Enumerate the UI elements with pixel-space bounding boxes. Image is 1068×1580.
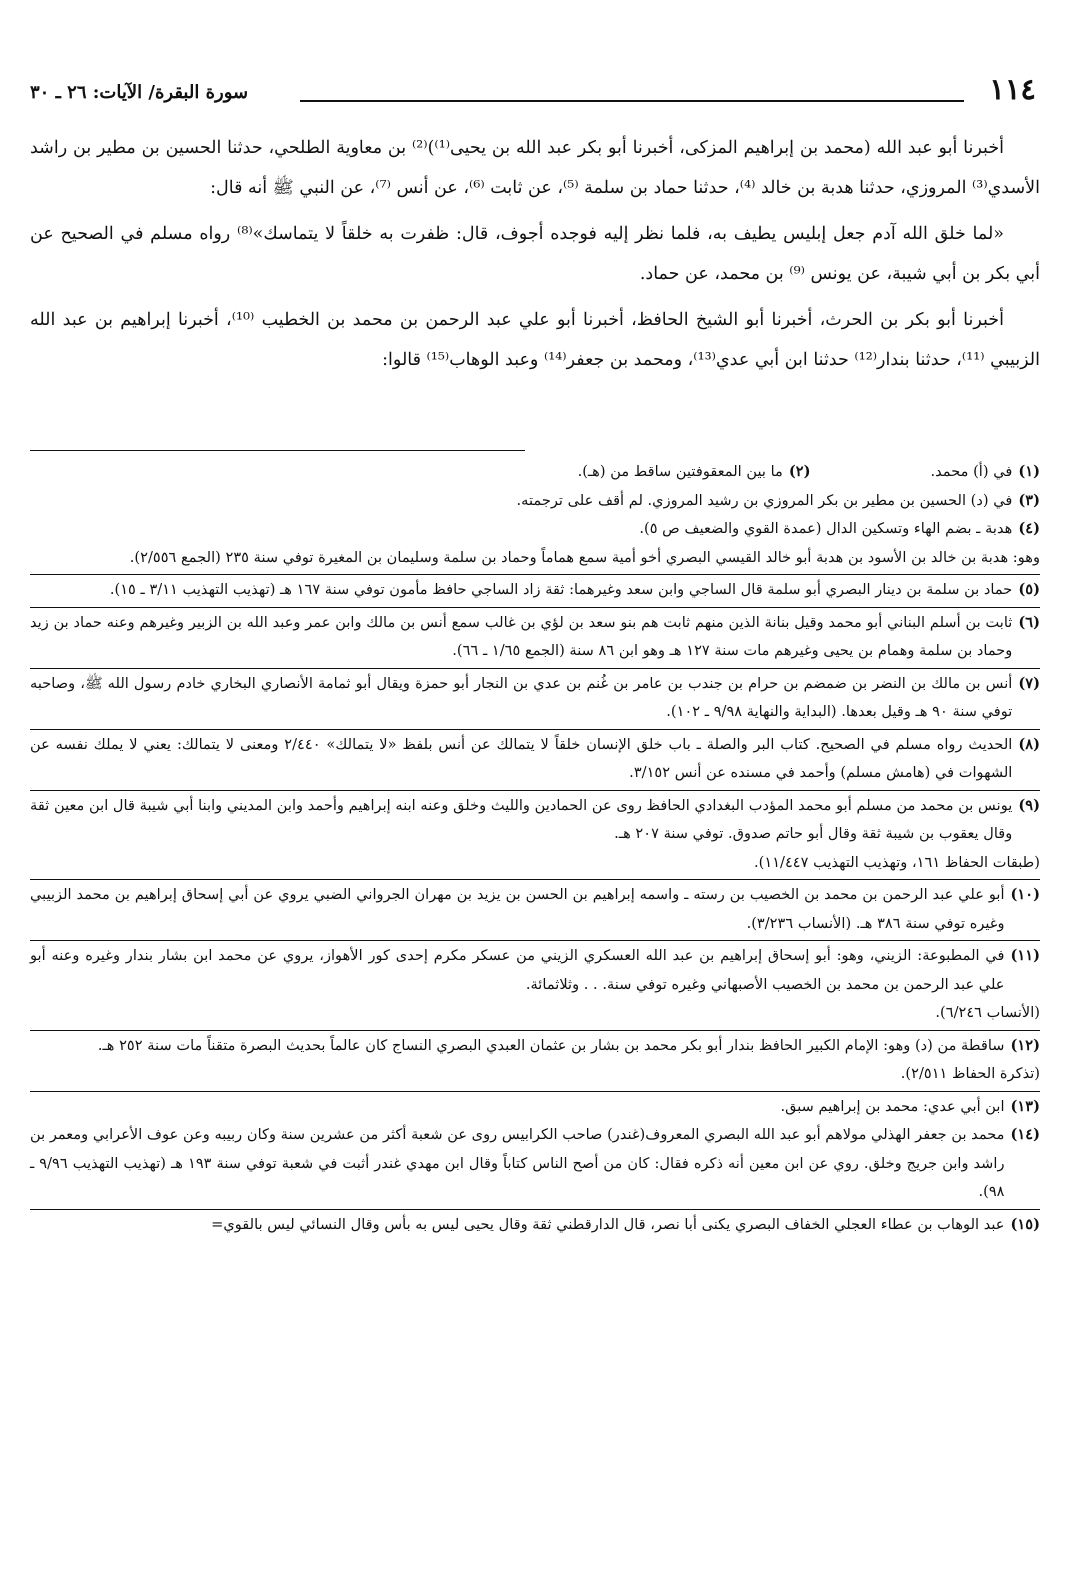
footnote-number: (١٢) xyxy=(1010,1036,1040,1054)
footnote-number: (٦) xyxy=(1018,613,1040,631)
footnote-text: أنس بن مالك بن النضر بن ضمضم بن حرام بن جندب بن عامر بن غُنم بن عدي بن النجار أبو حمزة ويقال أبو ثمامة الأنصاري البخاري خادم رسول الله ﷺ، وصاحبه توفي سنة ٩٠ هـ وقيل بعدها. (البداية والنهاية ٩/٩٨ ـ ١٠٢). xyxy=(30,674,1013,720)
footnote-number: (٣) xyxy=(1018,491,1040,509)
footnote-15 xyxy=(30,1211,1040,1240)
footnote-text: يونس بن محمد من مسلم أبو محمد المؤدب البغدادي الحافظ روى عن الحمادين والليث وخلق وعنه ابنه إبراهيم وأحمد وابن المديني وابنا أبي شيبة قال ابن معين ثقة وقال يعقوب بن شيبة ثقة وقال أبو حاتم صدوق. توفي سنة ٢٠٧ هـ. xyxy=(30,796,1013,842)
footnote-divider xyxy=(30,729,1040,730)
footnote-divider xyxy=(30,607,1040,608)
main-text xyxy=(30,128,1040,386)
footnote-number: (٥) xyxy=(1018,581,1040,598)
footnote-divider xyxy=(30,1091,1040,1092)
footnote-text: عبد الوهاب بن عطاء العجلي الخفاف البصري يكنى أبا نصر، قال الدارقطني ثقة وقال يحيى ليس به بأس وقال النسائي ليس بالقوي= xyxy=(211,1215,1005,1233)
footnote-number: (٨) xyxy=(1018,735,1040,753)
footnote-7 xyxy=(30,670,1040,727)
footnote-pair-1-2 xyxy=(30,458,1040,487)
footnote-4 xyxy=(30,515,1040,544)
footnote-text: في (أ) محمد. xyxy=(930,463,1013,480)
footnote-number: (٩) xyxy=(1018,796,1040,814)
paragraph-isnad-2: أخبرنا أبو بكر بن الحرث، أخبرنا أبو الشيخ الحافظ، أخبرنا أبو علي عبد الرحمن بن محمد بن الخطيب ⁽¹⁰⁾، أخبرنا إبراهيم بن عبد الله الزبيبي ⁽¹¹⁾، حدثنا بندار⁽¹²⁾ حدثنا ابن أبي عدي⁽¹³⁾، ومحمد بن جعفر⁽¹⁴⁾ وعبد الوهاب⁽¹⁵⁾ قالوا: xyxy=(30,310,1040,370)
footnote-text: الحديث رواه مسلم في الصحيح. كتاب البر والصلة ـ باب خلق الإنسان خلقاً لا يتمالك عن أنس بلفظ «لا يتمالك» ٢/٤٤٠ ومعنى لا يتمالك: يعني لا يملك نفسه عن الشهوات في (هامش مسلم) وأحمد في مسنده عن أنس ٣/١٥٢. xyxy=(30,735,1013,781)
footnote-divider xyxy=(30,790,1040,791)
footnote-5 xyxy=(30,576,1040,605)
paragraph-hadith: «لما خلق الله آدم جعل إبليس يطيف به، فلما نظر إليه فوجده أجوف، قال: ظفرت به خلقاً لا يتماسك»⁽⁸⁾ رواه مسلم في الصحيح عن أبي بكر بن أبي شيبة، عن يونس ⁽⁹⁾ بن محمد، عن حماد. xyxy=(30,224,1040,284)
footnote-2 xyxy=(578,458,811,487)
footnote-number: (١٠) xyxy=(1010,886,1040,903)
footnote-text: محمد بن جعفر الهذلي مولاهم أبو عبد الله البصري المعروف(غندر) صاحب الكرابيس روى عن شعبة أكثر من عشرين سنة وكان ربيبه وعن عوف الأعرابي ومعمر بن راشد وابن جريج وخلق. روي عن ابن معين أنه ذكره فقال: كان من أصح الناس كتاباً وقال ابن مهدي غندر أثبت في شعبة توفي سنة ١٩٣ هـ (تهذيب التهذيب ٩/٩٦ ـ ٩٨). xyxy=(30,1126,1005,1200)
header-rule xyxy=(300,100,964,102)
footnote-number: (٧) xyxy=(1018,674,1040,692)
footnote-text: ابن أبي عدي: محمد بن إبراهيم سبق. xyxy=(780,1097,1005,1115)
footnote-9-continuation: (طبقات الحفاظ ١٦١، وتهذيب التهذيب ١١/٤٤٧). xyxy=(754,853,1040,871)
footnote-divider xyxy=(30,574,1040,575)
footnote-separator xyxy=(30,450,525,451)
footnote-1 xyxy=(931,458,1041,487)
footnote-number: (١٤) xyxy=(1010,1126,1040,1143)
footnote-number: (١١) xyxy=(1010,947,1040,964)
footnote-9 xyxy=(30,792,1040,849)
footnote-text: في (د) الحسين بن مطير بن بكر المروزي بن رشيد المروزي. لم أقف على ترجمته. xyxy=(516,491,1013,509)
footnote-text: ساقطة من (د) وهو: الإمام الكبير الحافظ بندار أبو بكر محمد بن بشار بن عثمان العبدي البصري النساج كان عالماً بحديث البصرة متقناً مات سنة ٢٥٢ هـ. xyxy=(97,1036,1005,1054)
footnote-8 xyxy=(30,731,1040,788)
footnote-4-continuation: وهو: هدبة بن خالد بن الأسود بن هدبة أبو خالد القيسي البصري أخو أمية سمع هماماً وحماد بن سلمة وسليمان بن المغيرة توفي سنة ٢٣٥ (الجمع ٢/٥٥٦). xyxy=(129,548,1040,566)
footnote-number: (١٣) xyxy=(1010,1097,1040,1115)
footnote-number: (٤) xyxy=(1018,520,1040,537)
footnote-text: حماد بن سلمة بن دينار البصري أبو سلمة قال الساجي وابن سعد وغيرهما: ثقة زاد الساجي حافظ مأمون توفي سنة ١٦٧ هـ (تهذيب التهذيب ٣/١١ ـ ١٥). xyxy=(109,581,1013,598)
footnote-11 xyxy=(30,942,1040,999)
footnote-14 xyxy=(30,1121,1040,1207)
page-number: ١١٤ xyxy=(989,72,1036,106)
footnote-divider xyxy=(30,1030,1040,1031)
footnote-number: (١) xyxy=(1018,463,1040,480)
footnote-13 xyxy=(30,1093,1040,1122)
footnote-text: في المطبوعة: الزيني، وهو: أبو إسحاق إبراهيم بن عبد الله العسكري الزيني من عسكر مكرم إحدى كور الأهواز، يروي عن محمد ابن بشار بندار وغيره وعنه أبو علي عبد الرحمن بن محمد بن الخصيب الأصبهاني وغيره توفي سنة. . . وثلاثمائة. xyxy=(30,947,1005,993)
footnote-text: أبو علي عبد الرحمن بن محمد بن الخصيب بن رسته ـ واسمه إبراهيم بن الحسن بن يزيد بن مهران الجرواني الضبي يروي عن أبي إسحاق إبراهيم بن محمد الزبيبي وغيره توفي سنة ٣٨٦ هـ. (الأنساب ٣/٢٣٦). xyxy=(30,886,1005,932)
footnote-number: (١٥) xyxy=(1010,1215,1040,1233)
footnote-12 xyxy=(30,1032,1040,1061)
footnote-divider xyxy=(30,940,1040,941)
footnote-11-continuation: (الأنساب ٦/٢٤٦). xyxy=(935,1004,1040,1021)
footnote-10 xyxy=(30,881,1040,938)
footnote-number: (٢) xyxy=(788,463,811,480)
footnote-6 xyxy=(30,609,1040,666)
paragraph-isnad-1: أخبرنا أبو عبد الله (محمد بن إبراهيم المزكى، أخبرنا أبو بكر عبد الله بن يحيى⁽¹⁾)⁽²⁾ بن معاوية الطلحي، حدثنا الحسين بن مطير بن راشد الأسدي⁽³⁾ المروزي، حدثنا هدبة بن خالد ⁽⁴⁾، حدثنا حماد بن سلمة ⁽⁵⁾، عن ثابت ⁽⁶⁾، عن أنس ⁽⁷⁾، عن النبي ﷺ أنه قال: xyxy=(30,138,1040,198)
footnote-text: هدبة ـ بضم الهاء وتسكين الدال (عمدة القوي والضعيف ص ٥). xyxy=(639,520,1013,537)
footnote-divider xyxy=(30,668,1040,669)
footnote-3 xyxy=(30,487,1040,516)
footnote-text: ما بين المعقوفتين ساقط من (هـ). xyxy=(577,463,783,480)
footnote-text: ثابت بن أسلم البناني أبو محمد وقيل بنانة الذين منهم ثابت هم بنو سعد بن لؤي بن غالب سمع أنس بن مالك وابن عمر وعبد الله بن الزبير وغيرهم وعنه حماد بن زيد وحماد بن سلمة وهمام بن يحيى وغيرهم مات سنة ١٢٧ هـ وهو ابن ٨٦ سنة (الجمع ١/٦٥ ـ ٦٦). xyxy=(30,613,1013,659)
running-title: سورة البقرة/ الآيات: ٢٦ ـ ٣٠ xyxy=(30,82,249,103)
footnote-divider xyxy=(30,879,1040,880)
page-header xyxy=(30,72,1040,112)
footnotes xyxy=(30,458,1040,1239)
footnote-12-continuation: (تذكرة الحفاظ ٢/٥١١). xyxy=(900,1065,1040,1082)
footnote-divider xyxy=(30,1209,1040,1210)
